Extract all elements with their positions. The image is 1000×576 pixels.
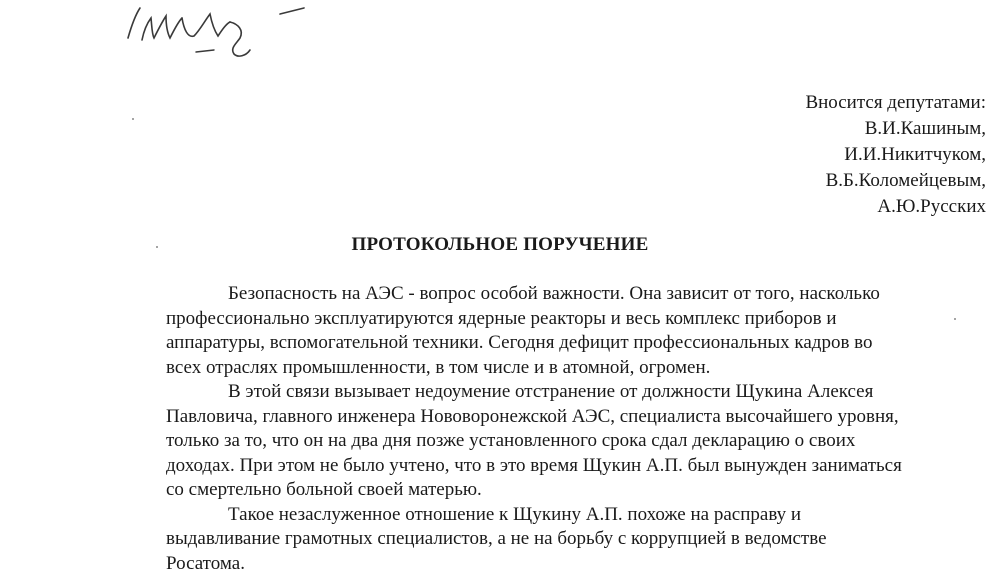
body-line: Такое незаслуженное отношение к Щукину А.П. похоже на расправу и <box>166 503 996 528</box>
sponsor-name: В.Б.Коломейцевым, <box>805 168 986 194</box>
handwritten-signature <box>118 0 308 62</box>
sponsor-name: В.И.Кашиным, <box>805 116 986 142</box>
body-line: всех отраслях промышленности, в том числе и в атомной, огромен. <box>166 356 996 381</box>
document-title: ПРОТОКОЛЬНОЕ ПОРУЧЕНИЕ <box>0 234 1000 256</box>
body-line: Безопасность на АЭС - вопрос особой важности. Она зависит от того, насколько <box>166 282 996 307</box>
sponsors-block <box>805 90 986 220</box>
body-line: Росатома. <box>166 552 996 576</box>
document-body <box>166 282 996 576</box>
body-line: выдавливание грамотных специалистов, а не на борьбу с коррупцией в ведомстве <box>166 527 996 552</box>
sponsor-name: И.И.Никитчуком, <box>805 142 986 168</box>
scan-speck <box>954 318 956 320</box>
scan-speck <box>132 118 134 120</box>
sponsors-intro: Вносится депутатами: <box>805 90 986 116</box>
body-line: аппаратуры, вспомогательной техники. Сегодня дефицит профессиональных кадров во <box>166 331 996 356</box>
body-line: доходах. При этом не было учтено, что в это время Щукин А.П. был вынужден заниматься <box>166 454 996 479</box>
body-line: со смертельно больной своей матерью. <box>166 478 996 503</box>
body-line: профессионально эксплуатируются ядерные реакторы и весь комплекс приборов и <box>166 307 996 332</box>
body-line: Павловича, главного инженера Нововоронежской АЭС, специалиста высочайшего уровня, <box>166 405 996 430</box>
body-line: В этой связи вызывает недоумение отстранение от должности Щукина Алексея <box>166 380 996 405</box>
body-line: только за то, что он на два дня позже установленного срока сдал декларацию о своих <box>166 429 996 454</box>
sponsor-name: А.Ю.Русских <box>805 194 986 220</box>
scan-speck <box>156 246 158 248</box>
